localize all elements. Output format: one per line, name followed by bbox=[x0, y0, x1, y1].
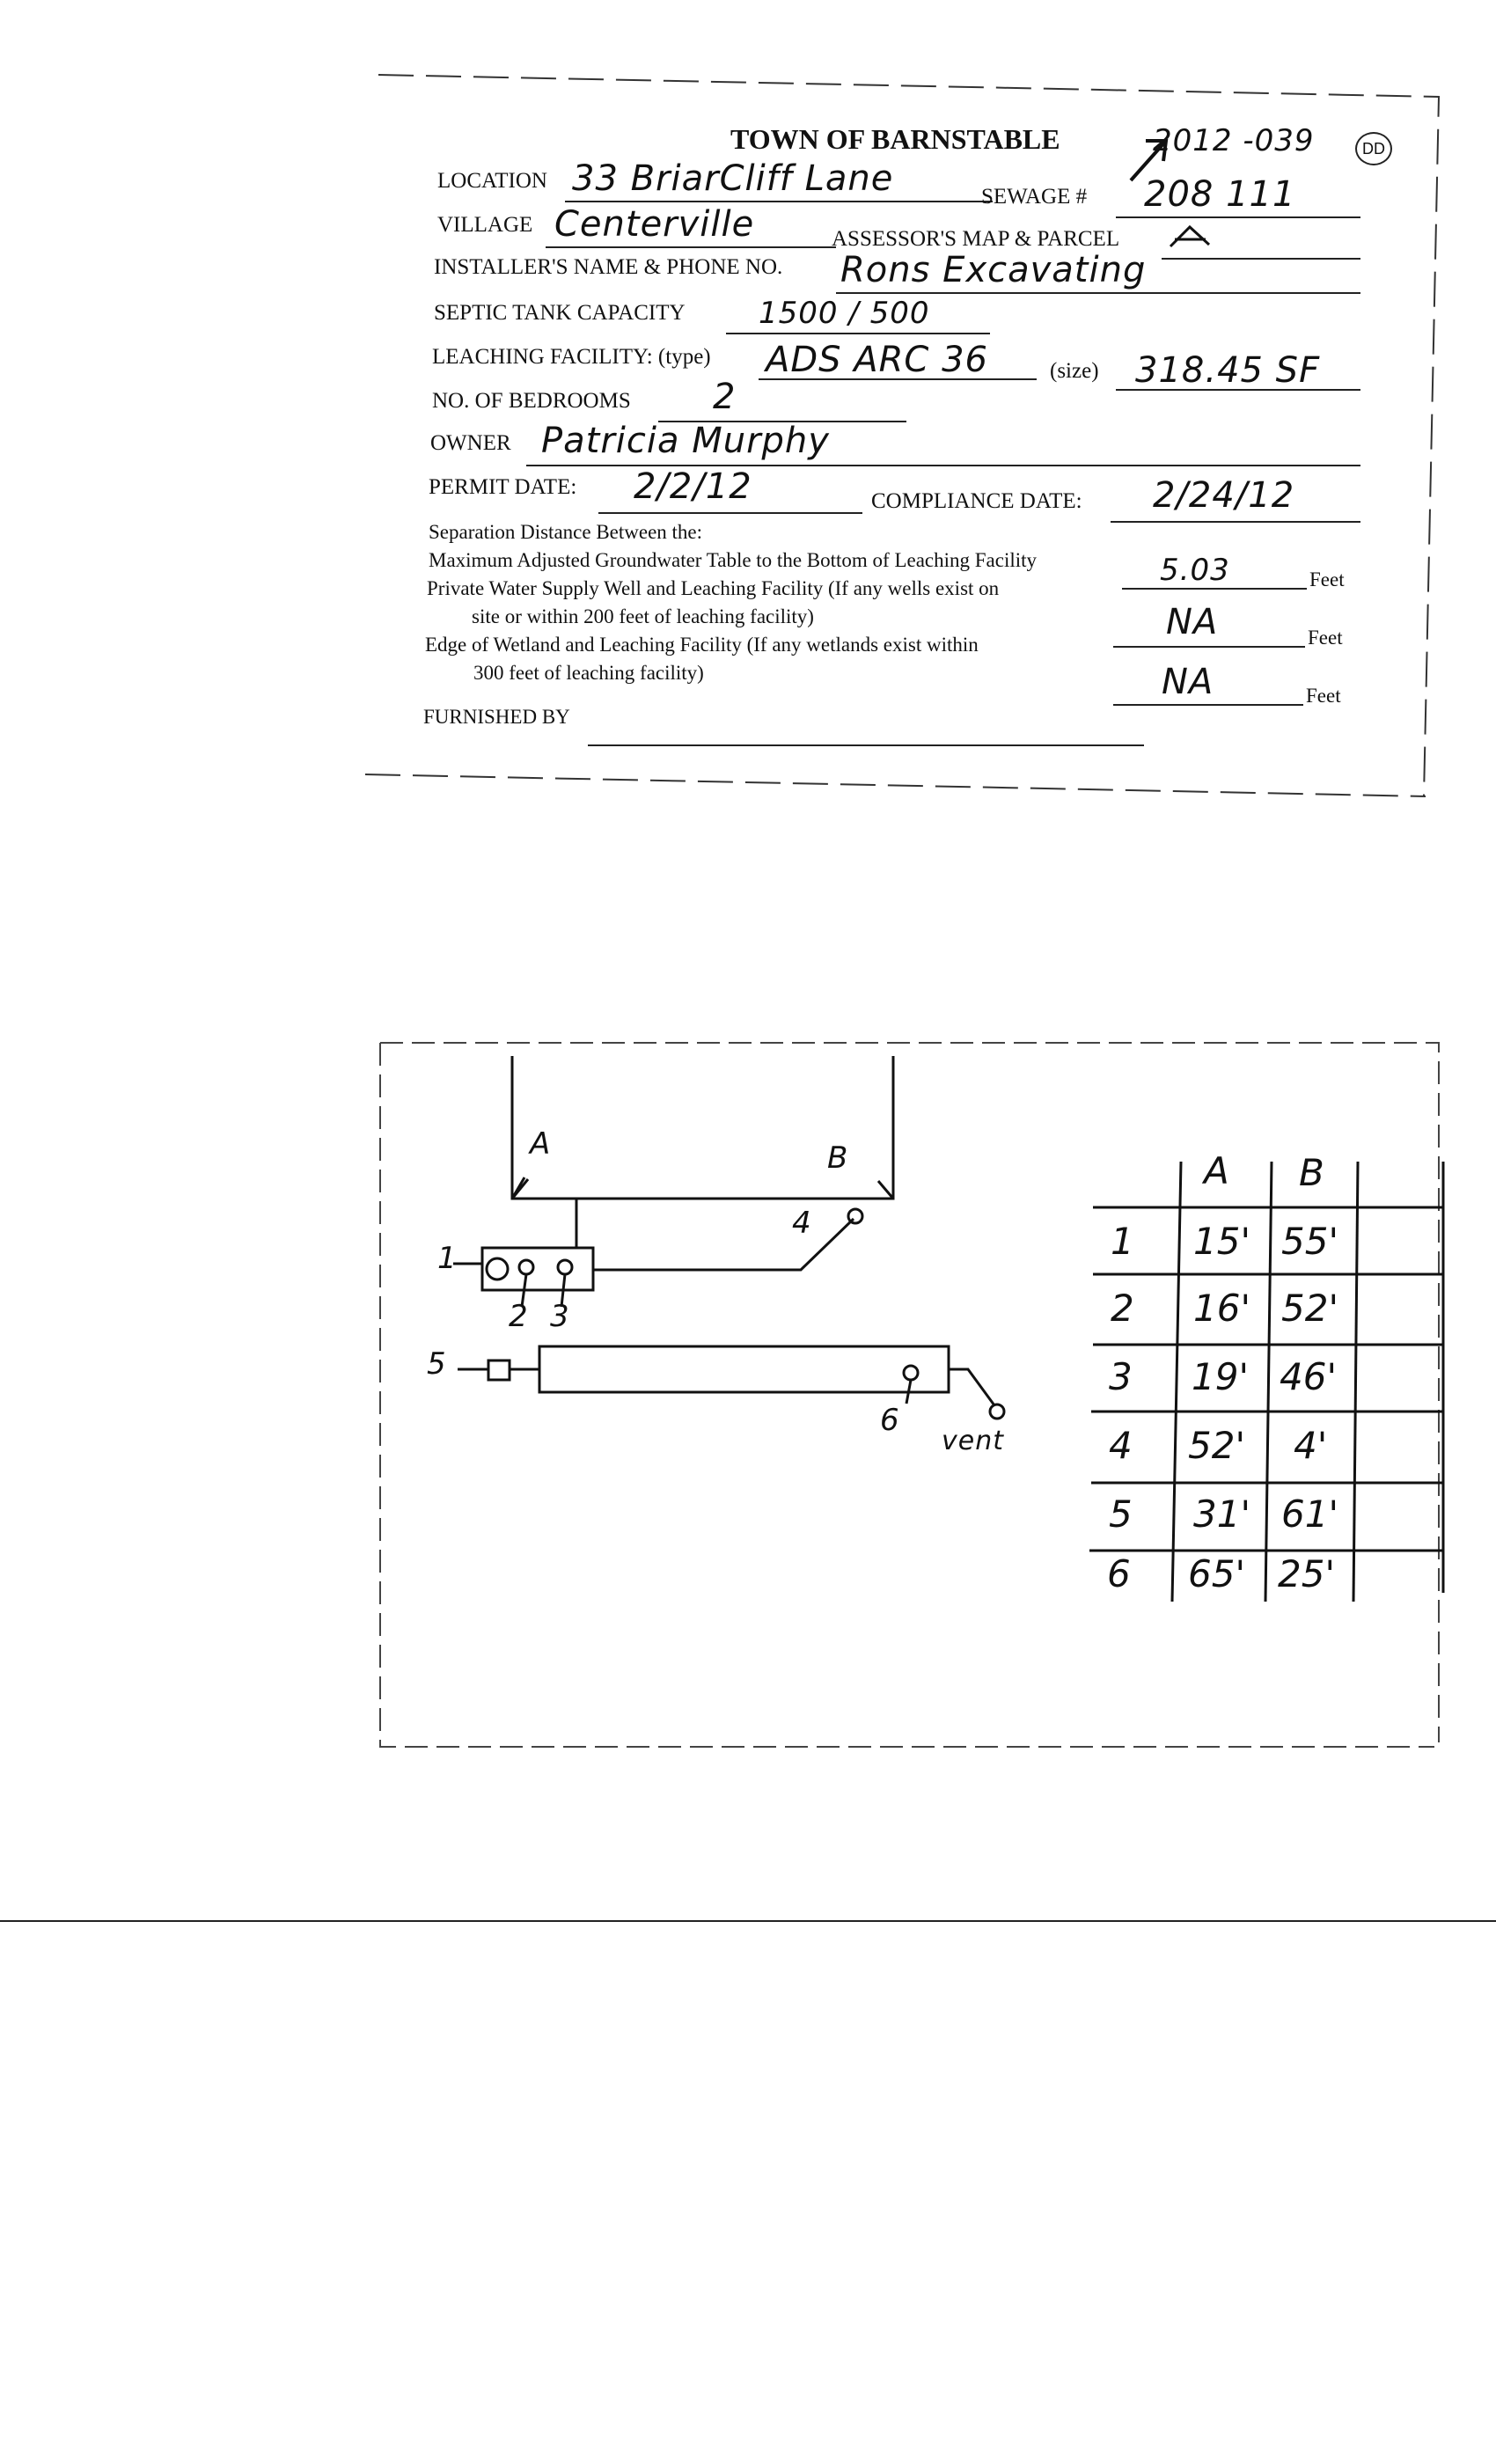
row-number: 5 bbox=[1109, 1492, 1133, 1536]
leaching-label: LEACHING FACILITY: (type) bbox=[432, 345, 711, 369]
owner-value: Patricia Murphy bbox=[541, 421, 830, 461]
sketch-point-6: 6 bbox=[880, 1403, 900, 1438]
cell-a: 19' bbox=[1192, 1355, 1249, 1398]
cell-b: 46' bbox=[1280, 1355, 1337, 1398]
permit-number: 2012 -039 bbox=[1153, 123, 1315, 158]
cell-a: 65' bbox=[1188, 1552, 1245, 1595]
row2-value: NA bbox=[1166, 602, 1219, 642]
cell-a: 16' bbox=[1193, 1287, 1250, 1330]
furnished-label: FURNISHED BY bbox=[423, 706, 570, 728]
installer-label: INSTALLER'S NAME & PHONE NO. bbox=[434, 255, 783, 279]
row3-value: NA bbox=[1162, 662, 1214, 702]
separation-heading: Separation Distance Between the: bbox=[429, 521, 703, 543]
leaching-type-value: ADS ARC 36 bbox=[766, 340, 988, 380]
row-number: 6 bbox=[1107, 1552, 1131, 1595]
row1-text: Maximum Adjusted Groundwater Table to the Bottom of Leaching Facility bbox=[429, 549, 1038, 571]
row-number: 4 bbox=[1109, 1424, 1133, 1467]
cell-b: 4' bbox=[1294, 1424, 1328, 1467]
sketch-point-4: 4 bbox=[792, 1206, 812, 1241]
row-number: 2 bbox=[1111, 1287, 1134, 1330]
sketch-label-a: A bbox=[530, 1126, 552, 1162]
row3-text-a: Edge of Wetland and Leaching Facility (If any wetlands exist within bbox=[425, 634, 979, 656]
bedrooms-label: NO. OF BEDROOMS bbox=[432, 389, 631, 413]
table-header-a: A bbox=[1204, 1149, 1229, 1192]
sketch-point-5: 5 bbox=[427, 1346, 447, 1382]
owner-label: OWNER bbox=[430, 431, 511, 455]
cell-b: 25' bbox=[1278, 1552, 1335, 1595]
permit-suffix-stamp: DD bbox=[1355, 132, 1392, 165]
compliance-label: COMPLIANCE DATE: bbox=[871, 489, 1082, 513]
assessor-label: ASSESSOR'S MAP & PARCEL bbox=[832, 227, 1120, 251]
size-label: (size) bbox=[1050, 359, 1099, 383]
row-number: 3 bbox=[1109, 1355, 1133, 1398]
table-header-b: B bbox=[1299, 1151, 1324, 1194]
sketch-point-1: 1 bbox=[437, 1241, 458, 1276]
cell-b: 52' bbox=[1281, 1287, 1338, 1330]
installer-value: Rons Excavating bbox=[840, 250, 1147, 290]
bedrooms-value: 2 bbox=[713, 377, 737, 417]
cell-a: 31' bbox=[1193, 1492, 1250, 1536]
village-value: Centerville bbox=[554, 204, 755, 245]
row2-feet: Feet bbox=[1308, 627, 1343, 649]
village-label: VILLAGE bbox=[437, 213, 533, 237]
sewage-value: 208 111 bbox=[1144, 174, 1296, 215]
row3-text-b: 300 feet of leaching facility) bbox=[473, 662, 704, 684]
cell-a: 52' bbox=[1188, 1424, 1245, 1467]
septic-label: SEPTIC TANK CAPACITY bbox=[434, 301, 686, 325]
sketch-point-2: 2 bbox=[509, 1299, 529, 1334]
row2-text-b: site or within 200 feet of leaching facility) bbox=[472, 605, 814, 627]
row1-value: 5.03 bbox=[1160, 553, 1230, 588]
row2-text-a: Private Water Supply Well and Leaching Facility (If any wells exist on bbox=[427, 577, 1000, 599]
row1-feet: Feet bbox=[1309, 568, 1345, 590]
card-title: TOWN OF BARNSTABLE bbox=[730, 123, 1060, 155]
page-rule bbox=[0, 1920, 1496, 1922]
sewage-label: SEWAGE # bbox=[981, 185, 1088, 209]
permit-date-label: PERMIT DATE: bbox=[429, 475, 577, 499]
location-label: LOCATION bbox=[437, 169, 547, 193]
cell-b: 61' bbox=[1281, 1492, 1338, 1536]
sketch-vent-label: vent bbox=[942, 1426, 1004, 1456]
size-value: 318.45 SF bbox=[1135, 350, 1321, 391]
cell-b: 55' bbox=[1281, 1220, 1338, 1263]
location-value: 33 BriarCliff Lane bbox=[572, 158, 894, 199]
cell-a: 15' bbox=[1193, 1220, 1250, 1263]
sketch-point-3: 3 bbox=[550, 1299, 570, 1334]
septic-value: 1500 / 500 bbox=[759, 296, 930, 331]
row3-feet: Feet bbox=[1306, 685, 1341, 707]
row-number: 1 bbox=[1111, 1220, 1134, 1263]
permit-date-value: 2/2/12 bbox=[634, 466, 752, 507]
compliance-value: 2/24/12 bbox=[1153, 475, 1295, 516]
sketch-label-b: B bbox=[827, 1140, 849, 1176]
